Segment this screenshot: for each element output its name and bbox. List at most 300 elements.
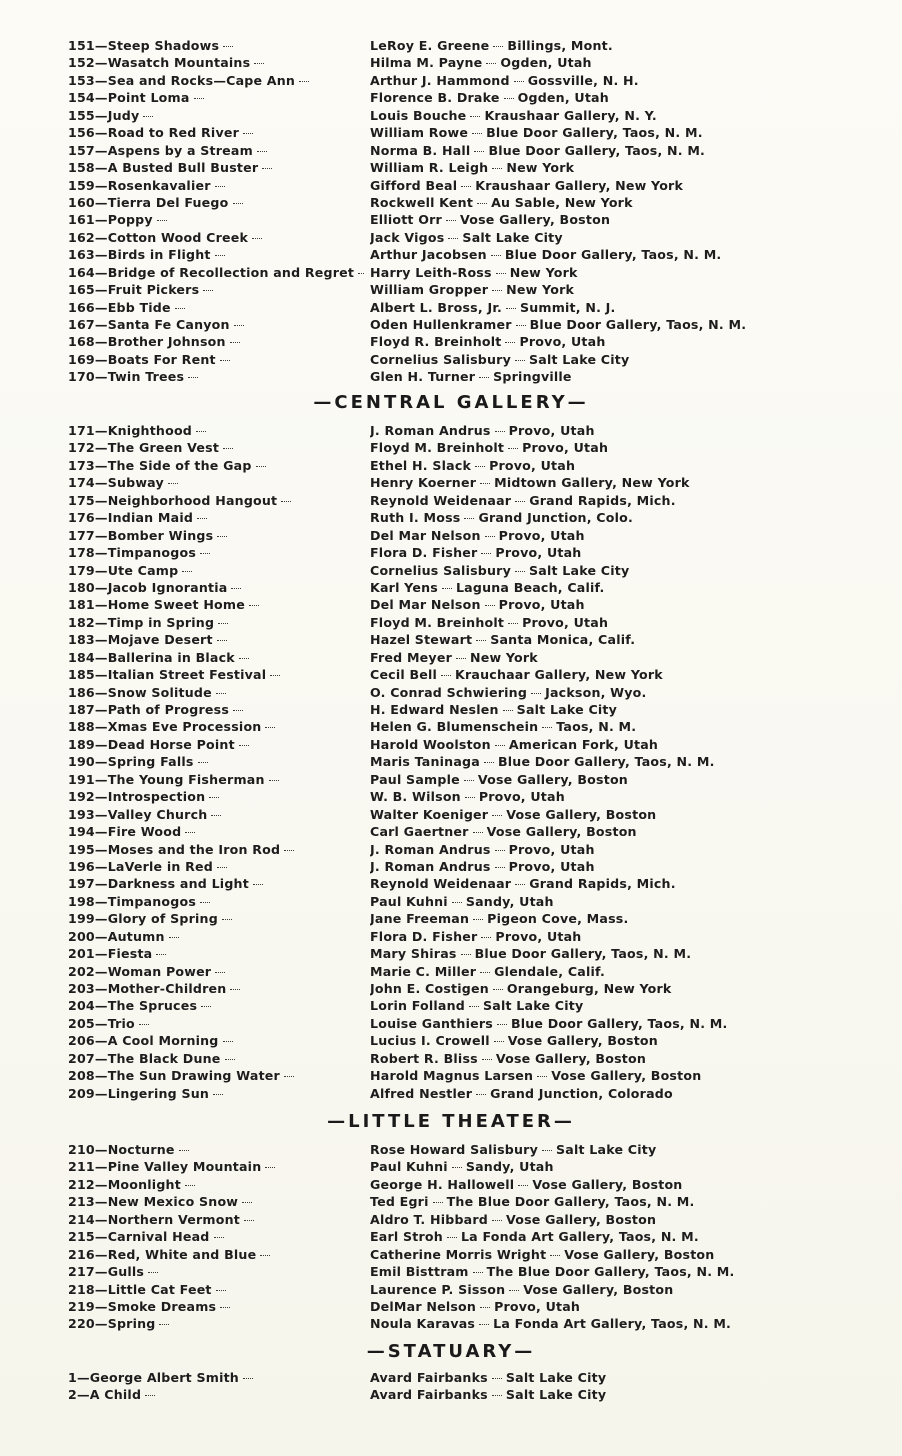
dot-leader bbox=[518, 1185, 528, 1186]
entry-location: Kraushaar Gallery, New York bbox=[475, 177, 684, 193]
catalog-entry bbox=[0, 194, 902, 211]
entry-artist: Earl Stroh bbox=[370, 1229, 443, 1245]
catalog-entry bbox=[0, 596, 902, 613]
entry-title: Twin Trees bbox=[107, 369, 185, 385]
dot-leader bbox=[179, 1150, 189, 1151]
entry-location: Billings, Mont. bbox=[507, 38, 613, 53]
entry-artist: William Gropper bbox=[370, 282, 489, 298]
entry-artist-cell bbox=[370, 124, 848, 141]
entry-title-cell bbox=[68, 753, 364, 770]
dot-leader bbox=[473, 919, 483, 920]
entry-title: George Albert Smith bbox=[89, 1370, 239, 1385]
entry-artist: Walter Koeniger bbox=[370, 806, 489, 822]
dot-leader bbox=[452, 902, 462, 903]
entry-location: Provo, Utah bbox=[522, 440, 609, 456]
dot-leader bbox=[243, 1378, 253, 1379]
entry-title-cell bbox=[68, 1369, 364, 1386]
dot-leader bbox=[233, 710, 243, 711]
entry-title: The Green Vest bbox=[107, 440, 220, 456]
catalog-entry bbox=[0, 945, 902, 962]
entry-artist: Cecil Bell bbox=[370, 667, 438, 683]
entry-location: Orangeburg, New York bbox=[506, 981, 672, 996]
entry-title: Xmas Eve Procession bbox=[107, 719, 262, 735]
entry-artist-cell bbox=[370, 316, 848, 333]
entry-artist-cell bbox=[370, 439, 848, 456]
dot-leader bbox=[217, 867, 227, 868]
catalog-entry bbox=[0, 1085, 902, 1102]
dot-leader bbox=[492, 1395, 502, 1396]
entry-title-cell bbox=[68, 439, 364, 456]
entry-dash: — bbox=[94, 702, 108, 717]
dot-leader bbox=[497, 1024, 507, 1025]
entry-dash: — bbox=[94, 334, 108, 350]
entry-dash: — bbox=[94, 125, 108, 141]
catalog-entry bbox=[0, 333, 902, 350]
dot-leader bbox=[508, 623, 518, 624]
entry-list bbox=[0, 1369, 902, 1404]
dot-leader bbox=[262, 168, 272, 169]
catalog-entry bbox=[0, 1193, 902, 1210]
entry-number: 193 bbox=[68, 806, 95, 822]
entry-artist: Paul Kuhni bbox=[370, 893, 448, 909]
entry-artist-cell bbox=[370, 333, 848, 350]
entry-number: 152 bbox=[68, 55, 95, 71]
entry-artist-cell bbox=[370, 1015, 848, 1032]
entry-title: Darkness and Light bbox=[107, 876, 249, 892]
entry-title-cell bbox=[68, 509, 364, 526]
entry-number: 178 bbox=[68, 545, 95, 561]
entry-number: 203 bbox=[68, 981, 95, 996]
catalog-entry bbox=[0, 579, 902, 596]
entry-location: Provo, Utah bbox=[495, 928, 582, 944]
entry-number: 179 bbox=[68, 562, 95, 578]
dot-leader bbox=[185, 1185, 195, 1186]
entry-title-cell bbox=[68, 527, 364, 544]
entry-artist: LeRoy E. Greene bbox=[370, 38, 490, 53]
catalog-entry bbox=[0, 910, 902, 927]
dot-leader bbox=[464, 518, 474, 519]
entry-dash: — bbox=[94, 177, 108, 193]
dot-leader bbox=[446, 220, 456, 221]
catalog-entry bbox=[0, 37, 902, 54]
catalog-entry bbox=[0, 771, 902, 788]
entry-artist-cell bbox=[370, 1158, 848, 1175]
dot-leader bbox=[216, 693, 226, 694]
entry-artist: Del Mar Nelson bbox=[370, 527, 481, 543]
entry-title-cell bbox=[68, 211, 364, 228]
dot-leader bbox=[496, 273, 506, 274]
dot-leader bbox=[503, 710, 513, 711]
catalog-entry bbox=[0, 1015, 902, 1032]
catalog-entry bbox=[0, 1141, 902, 1158]
catalog-entry bbox=[0, 527, 902, 544]
entry-dash: — bbox=[94, 282, 108, 298]
dot-leader bbox=[254, 63, 264, 64]
entry-title: Judy bbox=[107, 107, 140, 123]
dot-leader bbox=[514, 81, 524, 82]
entry-location: Salt Lake City bbox=[556, 1142, 657, 1157]
entry-number: 183 bbox=[68, 632, 95, 648]
dot-leader bbox=[492, 1378, 502, 1379]
entry-title: A Cool Morning bbox=[107, 1033, 219, 1049]
dot-leader bbox=[222, 919, 232, 920]
catalog-entry bbox=[0, 246, 902, 263]
dot-leader bbox=[243, 133, 253, 134]
dot-leader bbox=[265, 1167, 275, 1168]
dot-leader bbox=[492, 1220, 502, 1221]
entry-title-cell bbox=[68, 1263, 364, 1280]
entry-title-cell bbox=[68, 997, 364, 1014]
catalog-entry bbox=[0, 229, 902, 246]
entry-title: Tierra Del Fuego bbox=[107, 194, 229, 210]
entry-location: Provo, Utah bbox=[508, 858, 595, 874]
dot-leader bbox=[209, 797, 219, 798]
entry-artist: Carl Gaertner bbox=[370, 824, 469, 840]
entry-artist: Rockwell Kent bbox=[370, 194, 474, 210]
entry-artist-cell bbox=[370, 928, 848, 945]
entry-artist: Gifford Beal bbox=[370, 177, 458, 193]
entry-dash: — bbox=[94, 1159, 108, 1175]
entry-artist-cell bbox=[370, 1176, 848, 1193]
entry-title-cell bbox=[68, 1386, 364, 1403]
dot-leader bbox=[480, 972, 490, 973]
entry-number: 162 bbox=[68, 229, 95, 245]
entry-title: Jacob Ignorantia bbox=[107, 579, 228, 595]
entry-artist-cell bbox=[370, 579, 848, 596]
entry-number: 210 bbox=[68, 1142, 95, 1157]
entry-artist-cell bbox=[370, 1246, 848, 1263]
dot-leader bbox=[233, 203, 243, 204]
entry-artist-cell bbox=[370, 1298, 848, 1315]
entry-dash: — bbox=[94, 212, 108, 228]
entry-title: Moses and the Iron Rod bbox=[107, 841, 281, 857]
entry-location: Provo, Utah bbox=[522, 614, 609, 630]
entry-number: 177 bbox=[68, 527, 95, 543]
entry-title-cell bbox=[68, 1141, 364, 1158]
entry-dash: — bbox=[94, 632, 108, 648]
catalog-entry bbox=[0, 1032, 902, 1049]
dot-leader bbox=[509, 1290, 519, 1291]
entry-dash: — bbox=[94, 806, 108, 822]
entry-location: Provo, Utah bbox=[508, 423, 595, 438]
entry-title-cell bbox=[68, 229, 364, 246]
dot-leader bbox=[474, 151, 484, 152]
dot-leader bbox=[156, 954, 166, 955]
entry-artist: Catherine Morris Wright bbox=[370, 1246, 547, 1262]
entry-title-cell bbox=[68, 858, 364, 875]
entry-artist-cell bbox=[370, 910, 848, 927]
entry-artist: Arthur Jacobsen bbox=[370, 247, 487, 263]
dot-leader bbox=[168, 483, 178, 484]
entry-title: Little Cat Feet bbox=[107, 1281, 212, 1297]
dot-leader bbox=[230, 989, 240, 990]
entry-location: Gossville, N. H. bbox=[527, 72, 639, 88]
dot-leader bbox=[223, 448, 233, 449]
entry-artist-cell bbox=[370, 37, 848, 54]
entry-artist-cell bbox=[370, 142, 848, 159]
entry-location: Blue Door Gallery, Taos, N. M. bbox=[504, 247, 722, 263]
entry-number: 204 bbox=[68, 998, 95, 1014]
entry-title-cell bbox=[68, 1211, 364, 1228]
entry-artist: Norma B. Hall bbox=[370, 142, 471, 158]
entry-title: Cotton Wood Creek bbox=[107, 229, 249, 245]
entry-title-cell bbox=[68, 544, 364, 561]
entry-dash: — bbox=[94, 369, 108, 385]
entry-artist: Reynold Weidenaar bbox=[370, 492, 512, 508]
dot-leader bbox=[493, 989, 503, 990]
entry-dash: — bbox=[94, 1316, 108, 1332]
entry-title-cell bbox=[68, 1015, 364, 1032]
entry-number: 201 bbox=[68, 946, 95, 962]
entry-title-cell bbox=[68, 684, 364, 701]
entry-title-cell bbox=[68, 788, 364, 805]
entry-title: Timpanogos bbox=[107, 545, 197, 561]
entry-location: Vose Gallery, Boston bbox=[532, 1176, 683, 1192]
entry-dash: — bbox=[94, 597, 108, 613]
catalog-entry bbox=[0, 806, 902, 823]
entry-number: 172 bbox=[68, 440, 95, 456]
entry-title-cell bbox=[68, 474, 364, 491]
entry-title: Woman Power bbox=[107, 963, 212, 979]
entry-number: 199 bbox=[68, 911, 95, 927]
entry-dash: — bbox=[94, 876, 108, 892]
entry-artist: Floyd R. Breinholt bbox=[370, 334, 502, 350]
entry-artist: Ruth I. Moss bbox=[370, 510, 461, 526]
catalog-entry bbox=[0, 753, 902, 770]
entry-dash: — bbox=[94, 562, 108, 578]
entry-artist: Maris Taninaga bbox=[370, 754, 480, 770]
entry-number: 181 bbox=[68, 597, 95, 613]
catalog-entry bbox=[0, 736, 902, 753]
dot-leader bbox=[486, 63, 496, 64]
entry-title-cell bbox=[68, 1281, 364, 1298]
dot-leader bbox=[213, 1094, 223, 1095]
entry-dash: — bbox=[94, 440, 108, 456]
entry-title: Snow Solitude bbox=[107, 684, 212, 700]
entry-title: Brother Johnson bbox=[107, 334, 226, 350]
catalog-entry bbox=[0, 281, 902, 298]
catalog-entry bbox=[0, 351, 902, 368]
entry-list bbox=[0, 1141, 902, 1333]
entry-location: Provo, Utah bbox=[498, 597, 585, 613]
dot-leader bbox=[230, 342, 240, 343]
entry-dash: — bbox=[76, 1387, 90, 1403]
entry-dash: — bbox=[94, 264, 108, 280]
catalog-entry bbox=[0, 631, 902, 648]
entry-location: The Blue Door Gallery, Taos, N. M. bbox=[446, 1194, 695, 1210]
entry-title: Poppy bbox=[107, 212, 153, 228]
entry-title: Dead Horse Point bbox=[107, 736, 235, 752]
entry-artist-cell bbox=[370, 422, 848, 439]
catalog-entry bbox=[0, 963, 902, 980]
entry-location: Glendale, Calif. bbox=[494, 963, 605, 979]
entry-dash: — bbox=[94, 719, 108, 735]
dot-leader bbox=[516, 325, 526, 326]
catalog-entry bbox=[0, 875, 902, 892]
catalog-entry bbox=[0, 666, 902, 683]
dot-leader bbox=[493, 46, 503, 47]
entry-dash: — bbox=[94, 1176, 108, 1192]
entry-artist-cell bbox=[370, 246, 848, 263]
entry-title: Path of Progress bbox=[107, 702, 230, 717]
entry-title: Spring Falls bbox=[107, 754, 194, 770]
entry-artist-cell bbox=[370, 562, 848, 579]
entry-number: 194 bbox=[68, 824, 95, 840]
entry-dash: — bbox=[94, 893, 108, 909]
entry-number: 207 bbox=[68, 1050, 95, 1066]
entry-title: Mother-Children bbox=[107, 981, 227, 996]
entry-number: 191 bbox=[68, 771, 95, 787]
entry-title: Ute Camp bbox=[107, 562, 179, 578]
entry-artist: Mary Shiras bbox=[370, 946, 457, 962]
entry-artist: J. Roman Andrus bbox=[370, 858, 491, 874]
entry-title-cell bbox=[68, 316, 364, 333]
entry-artist: William R. Leigh bbox=[370, 160, 489, 176]
entry-location: Sandy, Utah bbox=[465, 893, 554, 909]
dot-leader bbox=[542, 727, 552, 728]
entry-artist-cell bbox=[370, 649, 848, 666]
dot-leader bbox=[223, 1041, 233, 1042]
entry-artist: Jack Vigos bbox=[370, 229, 445, 245]
dot-leader bbox=[270, 675, 280, 676]
entry-location: Grand Rapids, Mich. bbox=[529, 492, 676, 508]
entry-artist: Harold Magnus Larsen bbox=[370, 1068, 534, 1084]
entry-location: Ogden, Utah bbox=[517, 90, 609, 106]
entry-number: 154 bbox=[68, 90, 95, 106]
entry-artist: Floyd M. Breinholt bbox=[370, 614, 505, 630]
entry-location: Grand Rapids, Mich. bbox=[529, 876, 676, 892]
entry-location: Blue Door Gallery, Taos, N. M. bbox=[486, 125, 703, 141]
entry-artist-cell bbox=[370, 945, 848, 962]
entry-title-cell bbox=[68, 980, 364, 997]
entry-location: New York bbox=[509, 264, 578, 280]
dot-leader bbox=[234, 325, 244, 326]
catalog-entry bbox=[0, 649, 902, 666]
entry-title-cell bbox=[68, 492, 364, 509]
entry-artist-cell bbox=[370, 1211, 848, 1228]
entry-artist-cell bbox=[370, 980, 848, 997]
entry-artist-cell bbox=[370, 806, 848, 823]
entry-artist: Hilma M. Payne bbox=[370, 55, 483, 71]
entry-location: Blue Door Gallery, Taos, N. M. bbox=[474, 946, 692, 962]
entry-location: Vose Gallery, Boston bbox=[505, 1211, 657, 1227]
catalog-entry bbox=[0, 1263, 902, 1280]
entry-title: Valley Church bbox=[107, 806, 208, 822]
entry-title-cell bbox=[68, 1032, 364, 1049]
entry-title: Carnival Head bbox=[107, 1229, 210, 1245]
entry-location: Krauchaar Gallery, New York bbox=[455, 667, 663, 683]
entry-location: Springville bbox=[493, 369, 572, 385]
entry-artist: Arthur J. Hammond bbox=[370, 72, 510, 88]
entry-title: A Busted Bull Buster bbox=[107, 160, 259, 176]
entry-artist-cell bbox=[370, 474, 848, 491]
entry-dash: — bbox=[94, 981, 108, 996]
entry-list bbox=[0, 422, 902, 1102]
entry-location: New York bbox=[469, 649, 538, 665]
entry-dash: — bbox=[94, 1246, 108, 1262]
entry-artist-cell bbox=[370, 1067, 848, 1084]
entry-title-cell bbox=[68, 1315, 364, 1332]
entry-title: A Child bbox=[89, 1387, 142, 1403]
dot-leader bbox=[203, 290, 213, 291]
dot-leader bbox=[225, 1059, 235, 1060]
entry-dash: — bbox=[94, 928, 108, 944]
catalog-entry bbox=[0, 841, 902, 858]
catalog-entry bbox=[0, 422, 902, 439]
dot-leader bbox=[145, 1395, 155, 1396]
entry-dash: — bbox=[94, 579, 108, 595]
entry-title: Red, White and Blue bbox=[107, 1246, 257, 1262]
dot-leader bbox=[143, 116, 153, 117]
dot-leader bbox=[358, 273, 364, 274]
entry-artist: Elliott Orr bbox=[370, 212, 442, 228]
dot-leader bbox=[491, 255, 501, 256]
entry-dash: — bbox=[94, 1033, 108, 1049]
entry-number: 213 bbox=[68, 1194, 95, 1210]
entry-artist-cell bbox=[370, 159, 848, 176]
entry-title-cell bbox=[68, 875, 364, 892]
entry-artist: George H. Hallowell bbox=[370, 1176, 515, 1192]
dot-leader bbox=[433, 1202, 443, 1203]
entry-location: Blue Door Gallery, Taos, N. M. bbox=[488, 142, 706, 158]
catalog-entry bbox=[0, 316, 902, 333]
entry-title: Mojave Desert bbox=[107, 632, 213, 648]
entry-title: The Spruces bbox=[107, 998, 198, 1014]
entry-title: Lingering Sun bbox=[107, 1085, 210, 1101]
catalog-entry bbox=[0, 684, 902, 701]
entry-title: Ballerina in Black bbox=[107, 649, 235, 665]
dot-leader bbox=[284, 850, 294, 851]
entry-title: Fiesta bbox=[107, 946, 153, 962]
entry-dash: — bbox=[94, 911, 108, 927]
dot-leader bbox=[239, 745, 249, 746]
entry-title-cell bbox=[68, 37, 364, 54]
entry-number: 2 bbox=[68, 1387, 77, 1403]
entry-title: Trio bbox=[107, 1015, 135, 1031]
entry-dash: — bbox=[94, 1211, 108, 1227]
entry-artist-cell bbox=[370, 177, 848, 194]
entry-artist-cell bbox=[370, 299, 848, 316]
entry-title-cell bbox=[68, 910, 364, 927]
entry-number: 175 bbox=[68, 492, 95, 508]
dot-leader bbox=[485, 605, 495, 606]
dot-leader bbox=[473, 1272, 483, 1273]
dot-leader bbox=[461, 954, 471, 955]
entry-dash: — bbox=[94, 946, 108, 962]
entry-location: New York bbox=[506, 160, 575, 176]
dot-leader bbox=[550, 1255, 560, 1256]
entry-dash: — bbox=[94, 1068, 108, 1084]
dot-leader bbox=[201, 1006, 211, 1007]
entry-artist-cell bbox=[370, 736, 848, 753]
entry-artist: J. Roman Andrus bbox=[370, 841, 491, 857]
entry-artist-cell bbox=[370, 631, 848, 648]
entry-location: Blue Door Gallery, Taos, N. M. bbox=[497, 754, 715, 770]
entry-title-cell bbox=[68, 945, 364, 962]
entry-dash: — bbox=[94, 998, 108, 1014]
catalog-entry bbox=[0, 1176, 902, 1193]
entry-dash: — bbox=[94, 1194, 108, 1210]
entry-title-cell bbox=[68, 89, 364, 106]
entry-number: 216 bbox=[68, 1246, 95, 1262]
entry-artist-cell bbox=[370, 1085, 848, 1102]
entry-number: 161 bbox=[68, 212, 95, 228]
catalog-entry bbox=[0, 264, 902, 281]
entry-number: 185 bbox=[68, 667, 95, 683]
entry-title-cell bbox=[68, 264, 364, 281]
entry-title: Glory of Spring bbox=[107, 911, 218, 927]
entry-artist-cell bbox=[370, 229, 848, 246]
